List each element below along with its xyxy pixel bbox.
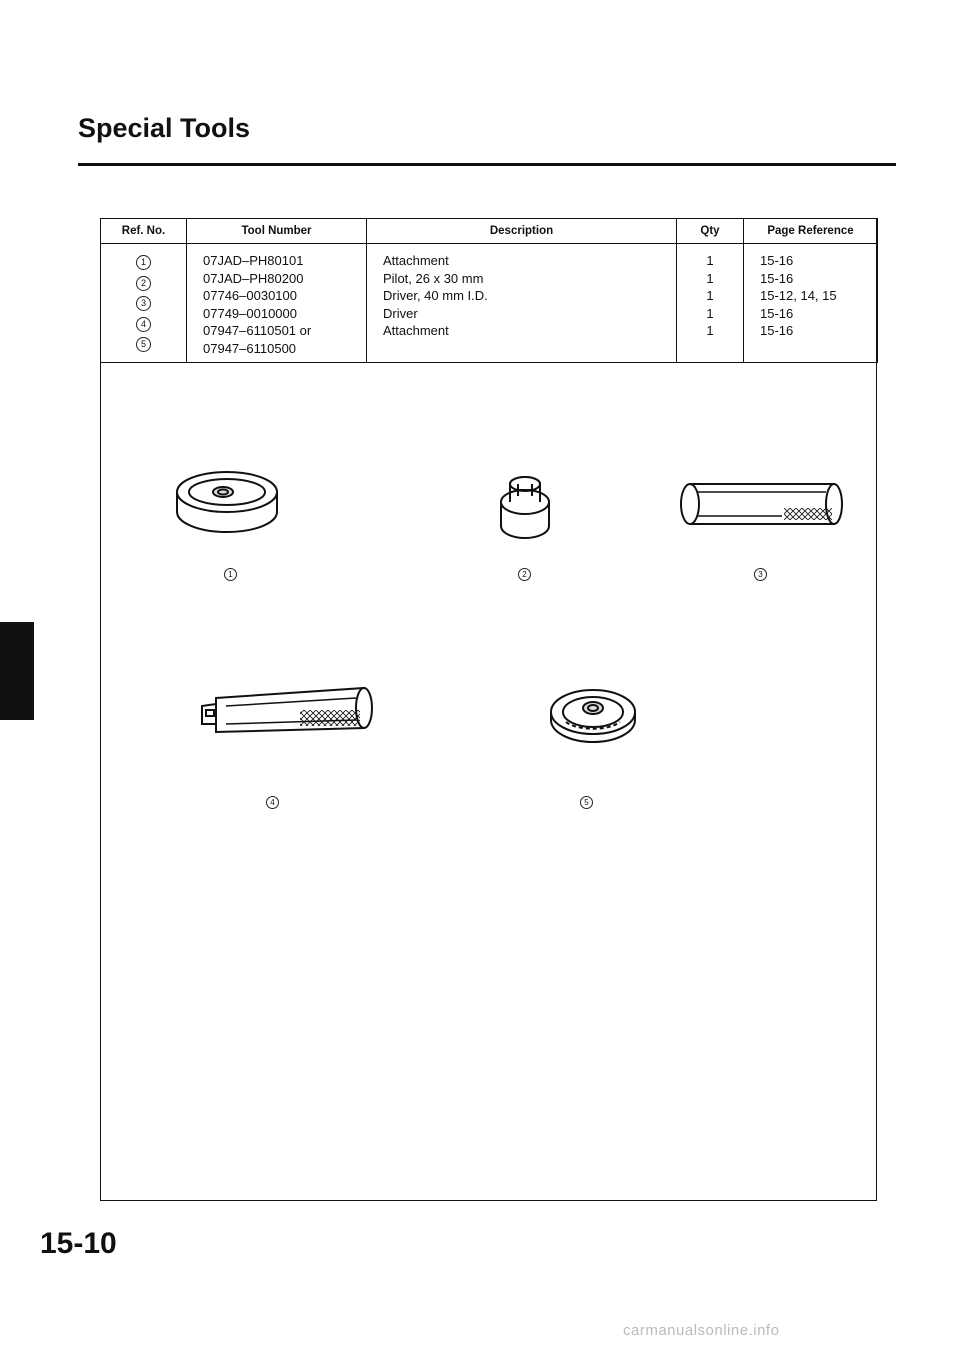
driver-handle-icon (196, 680, 376, 740)
qty-value: 1 (706, 270, 714, 286)
header-page-reference: Page Reference (744, 219, 878, 244)
page-reference: 15-16 (760, 270, 794, 286)
qty-value: 1 (706, 323, 714, 338)
driver-sleeve-icon (676, 478, 846, 530)
tool-number: 07JAD–PH80101 (203, 253, 304, 268)
description-cell (367, 244, 677, 363)
attachment-ring-icon (546, 686, 640, 748)
table-header-row (101, 219, 878, 244)
tool-number: 07746–0030100 (203, 288, 297, 303)
header-ref-no: Ref. No. (101, 219, 187, 244)
description: Driver (383, 305, 418, 321)
header-description: Description (367, 219, 677, 244)
tool-number-cell (187, 244, 367, 363)
header-qty: Qty (677, 219, 744, 244)
qty-value: 1 (706, 253, 714, 268)
tool-number: 07947–6110500 (203, 340, 297, 356)
description: Driver, 40 mm I.D. (383, 288, 488, 303)
special-tools-table (100, 218, 878, 363)
pilot-icon (496, 474, 554, 544)
ref-number: 5 (136, 337, 151, 352)
page-reference: 15-16 (760, 305, 794, 321)
qty-value: 1 (706, 288, 714, 303)
illustration-callout: 2 (518, 568, 531, 581)
ref-number: 3 (136, 296, 151, 311)
attachment-disc-icon (172, 462, 282, 542)
page-reference: 15-16 (760, 323, 794, 338)
header-tool-number: Tool Number (187, 219, 367, 244)
section-tab-marker (0, 622, 34, 720)
tool-number: 07JAD–PH80200 (203, 270, 304, 286)
page-reference: 15-12, 14, 15 (760, 288, 837, 303)
illustration-callout: 1 (224, 568, 237, 581)
page-title: Special Tools (78, 113, 251, 143)
illustration-callout: 3 (754, 568, 767, 581)
table-row (101, 244, 878, 363)
qty-value: 1 (706, 305, 714, 321)
watermark-text: carmanualsonline.info (623, 1322, 780, 1339)
illustration-callout: 5 (580, 796, 593, 809)
ref-number: 1 (136, 255, 151, 270)
page-reference-cell (744, 244, 878, 363)
tool-number: 07947–6110501 or (203, 323, 312, 338)
page-number: 15-10 (40, 1227, 117, 1260)
ref-number: 4 (136, 317, 151, 332)
description: Attachment (383, 253, 449, 268)
tool-number: 07749–0010000 (203, 305, 297, 321)
title-rule (78, 163, 896, 166)
illustration-callout: 4 (266, 796, 279, 809)
page-reference: 15-16 (760, 253, 794, 268)
ref-no-cell (101, 244, 187, 363)
description: Attachment (383, 323, 449, 338)
ref-number: 2 (136, 276, 151, 291)
qty-cell (677, 244, 744, 363)
description: Pilot, 26 x 30 mm (383, 270, 484, 286)
